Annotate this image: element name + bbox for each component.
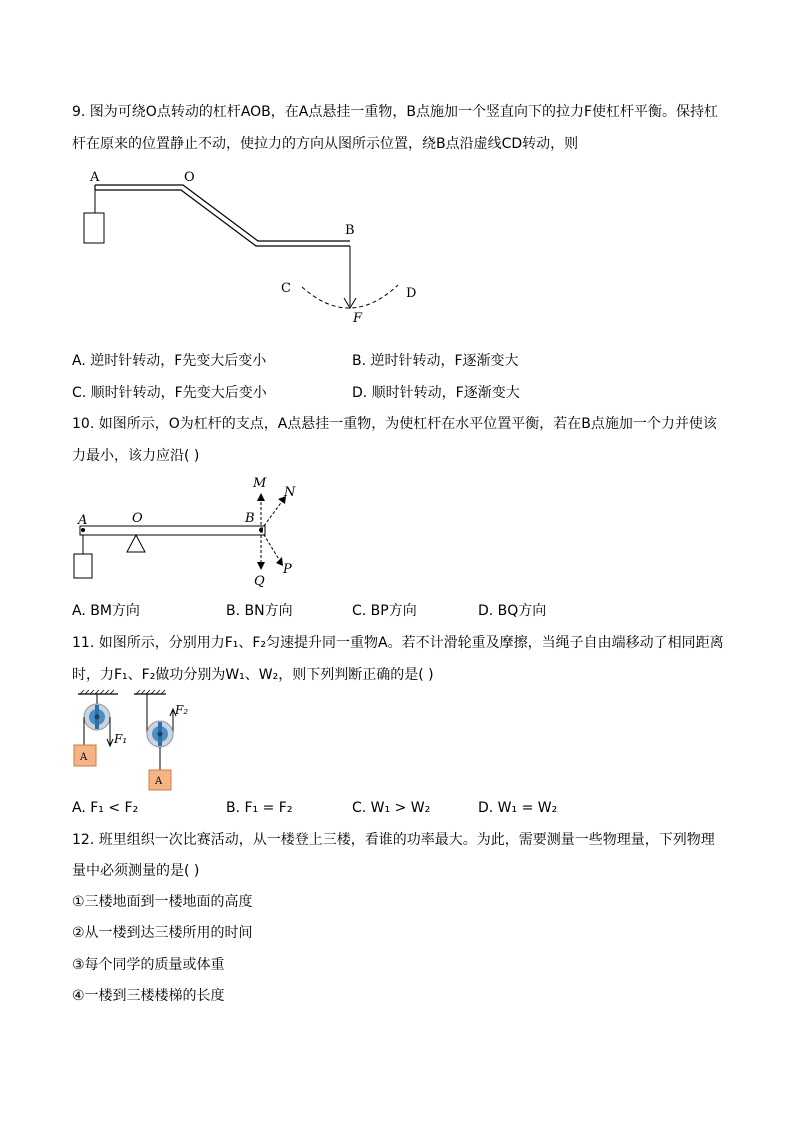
label-o: O (132, 511, 143, 526)
q9-option-d: D. 顺时针转动，F逐渐变大 (352, 385, 520, 401)
label-p: P (283, 562, 292, 577)
label-f: F (353, 311, 363, 326)
label-o: O (184, 170, 195, 185)
q10-stem-line2: 力最小，该力应沿( ) (72, 448, 200, 464)
q10-option-c: C. BP方向 (352, 603, 417, 619)
q12-item-1: ①三楼地面到一楼地面的高度 (72, 894, 253, 910)
q9-option-b: B. 逆时针转动，F逐渐变大 (352, 353, 519, 369)
label-a: A (78, 513, 88, 528)
q10-stem-line1: 10. 如图所示，O为杠杆的支点，A点悬挂一重物，为使杠杆在水平位置平衡，若在B点施加一个力并使该 (72, 416, 717, 432)
q11-option-d: D. W₁ = W₂ (478, 800, 558, 816)
label-a: A (90, 170, 100, 185)
label-c: C (281, 281, 291, 296)
q12-stem-line1: 12. 班里组织一次比赛活动，从一楼登上三楼，看谁的功率最大。为此，需要测量一些物理量，下列物理 (72, 832, 715, 848)
q10-option-b: B. BN方向 (226, 603, 293, 619)
q10-option-d: D. BQ方向 (478, 603, 547, 619)
q11-pulley-figure (70, 688, 200, 793)
q9-stem-line1: 9. 图为可绕O点转动的杠杆AOB，在A点悬挂一重物，B点施加一个竖直向下的拉力F使杠杆平衡。保持杠 (72, 104, 719, 120)
q12-item-2: ②从一楼到达三楼所用的时间 (72, 925, 253, 941)
q10-option-a: A. BM方向 (72, 603, 140, 619)
label-a2: A (155, 776, 163, 787)
label-b: B (245, 511, 255, 526)
lever-bar (80, 526, 265, 535)
arrow-bp (261, 530, 280, 561)
q11-option-a: A. F₁ < F₂ (72, 800, 139, 816)
q9-option-a: A. 逆时针转动，F先变大后变小 (72, 353, 267, 369)
q9-option-c: C. 顺时针转动，F先变大后变小 (72, 385, 267, 401)
point-a-dot (81, 528, 85, 532)
lever-aob (95, 185, 350, 246)
q10-lever-figure (70, 475, 310, 590)
label-f2: F₂ (175, 703, 189, 717)
hanging-weight (74, 554, 92, 578)
hanging-weight (84, 213, 104, 243)
label-q: Q (254, 574, 265, 589)
label-b: B (345, 223, 355, 238)
label-d: D (406, 286, 417, 301)
label-a1: A (80, 752, 88, 763)
q9-lever-figure (70, 165, 430, 330)
label-m: M (253, 476, 267, 491)
q11-option-c: C. W₁ > W₂ (352, 800, 431, 816)
q11-stem-line2: 时，力F₁、F₂做功分别为W₁、W₂，则下列判断正确的是( ) (72, 667, 434, 683)
q9-stem-line2: 杆在原来的位置静止不动，使拉力的方向从图所示位置，绕B点沿虚线CD转动，则 (72, 136, 579, 152)
fulcrum-triangle (127, 535, 145, 552)
label-f1: F₁ (114, 732, 128, 746)
label-n: N (284, 485, 296, 500)
q12-stem-line2: 量中必须测量的是( ) (72, 863, 200, 879)
arrow-bn (261, 500, 283, 530)
q12-item-4: ④一楼到三楼楼梯的长度 (72, 988, 225, 1004)
q12-item-3: ③每个同学的质量或体重 (72, 957, 225, 973)
q11-option-b: B. F₁ = F₂ (226, 800, 293, 816)
q11-stem-line1: 11. 如图所示，分别用力F₁、F₂匀速提升同一重物A。若不计滑轮重及摩擦，当绳子自由端移动了相同距离 (72, 635, 724, 651)
movable-pulley (134, 690, 176, 790)
